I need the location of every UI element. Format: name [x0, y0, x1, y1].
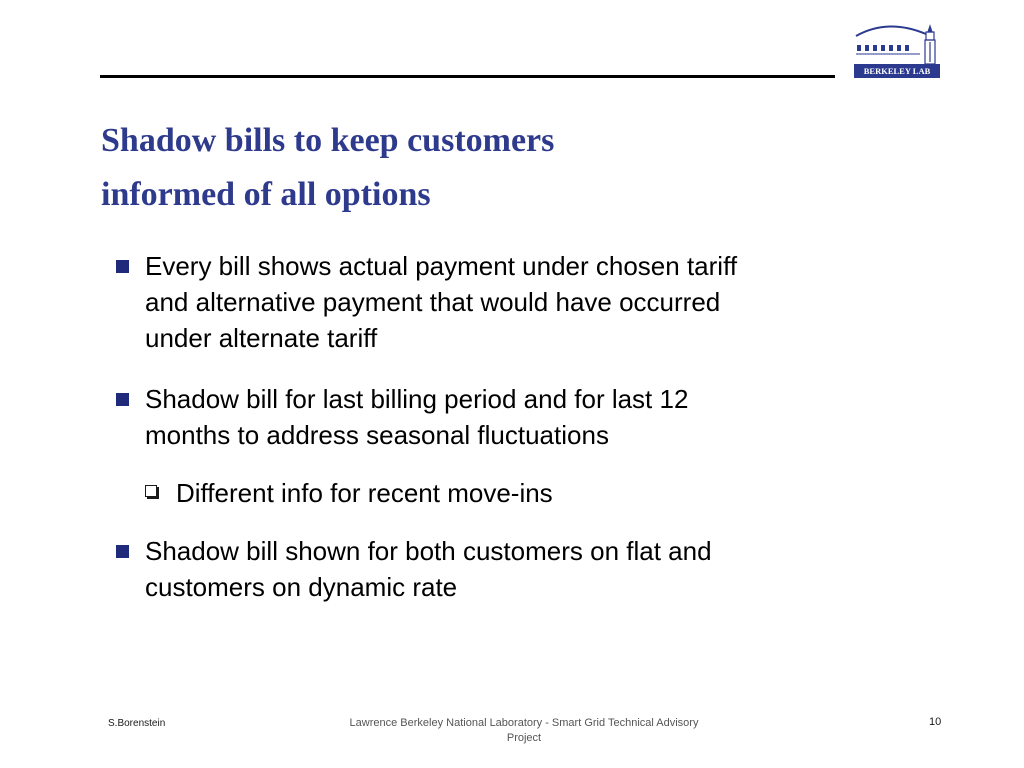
- square-bullet-icon: [116, 545, 129, 558]
- bullet-item: [145, 381, 688, 453]
- logo-text: BERKELEY LAB: [863, 66, 931, 76]
- header-divider: [100, 75, 835, 78]
- footer-author: S.Borenstein: [108, 718, 166, 729]
- sub-bullet-item: [176, 475, 553, 511]
- footer-line: Lawrence Berkeley National Laboratory - Smart Grid Technical Advisory: [349, 717, 699, 729]
- bullet-line: months to address seasonal fluctuations: [145, 420, 609, 450]
- hollow-square-bullet-icon: [145, 485, 157, 497]
- bullet-line: under alternate tariff: [145, 323, 378, 353]
- bullet-item: [145, 533, 712, 605]
- bullet-line: Different info for recent move-ins: [176, 478, 553, 508]
- footer-line: Project: [506, 732, 542, 744]
- slide-title: [101, 114, 821, 222]
- square-bullet-icon: [116, 393, 129, 406]
- footer-organization: [322, 716, 726, 746]
- bullet-line: customers on dynamic rate: [145, 572, 458, 602]
- berkeley-lab-logo: [848, 20, 944, 82]
- title-line: Shadow bills to keep customers: [101, 122, 555, 159]
- square-bullet-icon: [116, 260, 129, 273]
- bullet-line: Every bill shows actual payment under chosen tariff: [145, 251, 738, 281]
- bullet-line: Shadow bill shown for both customers on flat and: [145, 536, 712, 566]
- page-number: 10: [929, 716, 942, 728]
- bullet-item: [145, 248, 737, 356]
- bullet-line: Shadow bill for last billing period and for last 12: [145, 384, 689, 414]
- bullet-line: and alternative payment that would have occurred: [145, 287, 721, 317]
- title-line: informed of all options: [101, 176, 431, 213]
